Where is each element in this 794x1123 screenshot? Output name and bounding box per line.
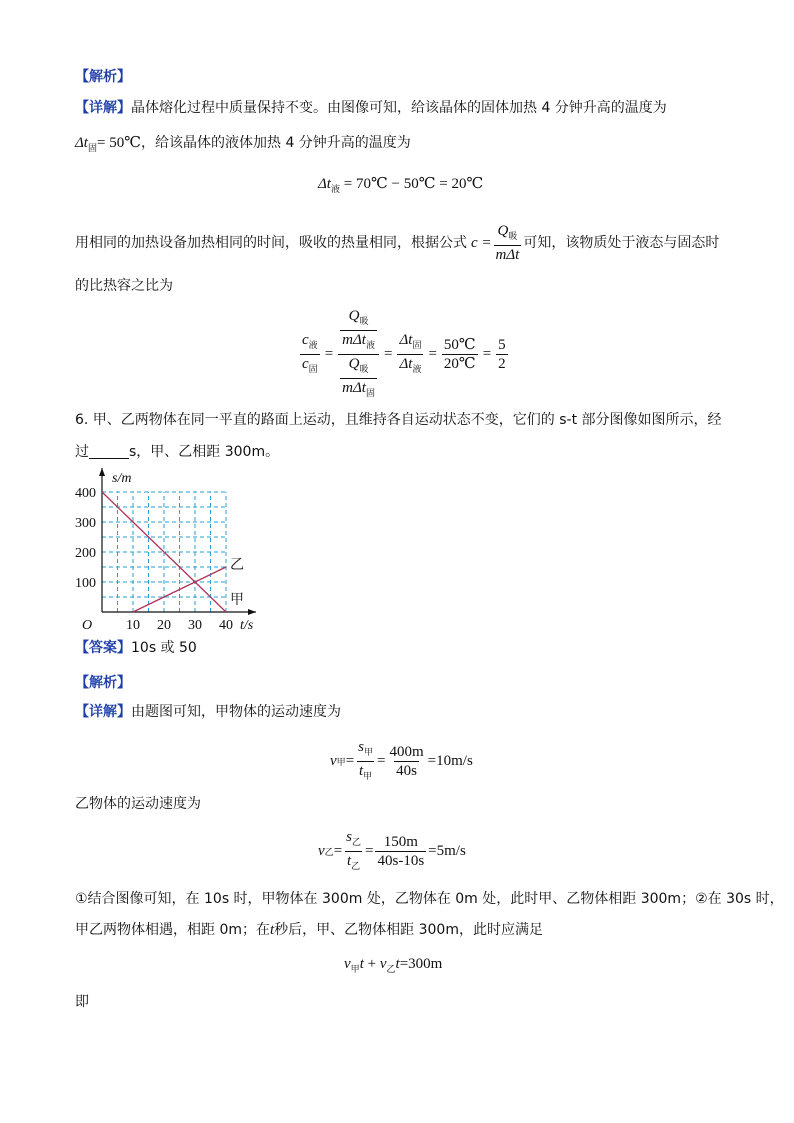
- detail2-line-2: 乙物体的运动速度为: [75, 796, 201, 812]
- answer-text: 10s 或 50: [131, 640, 197, 656]
- s-jia: s: [358, 739, 364, 755]
- v-yi-value-fraction: [375, 833, 426, 870]
- ratio-c-fraction: [300, 331, 320, 378]
- s-yi-sub: 乙: [352, 837, 362, 847]
- detail-text-1: 晶体熔化过程中质量保持不变。由图像可知，给该晶体的固体加热 4 分钟升高的温度为: [131, 100, 667, 116]
- detail-tag: 【详解】: [75, 100, 131, 116]
- detail2-text-1: 由题图可知，甲物体的运动速度为: [131, 704, 341, 720]
- dt-den-sub: 液: [412, 364, 422, 374]
- ratio-eq-3: =: [428, 346, 437, 362]
- dt-num: Δt: [399, 332, 413, 348]
- x-tick-label: 20: [157, 618, 171, 633]
- equation-distance: [344, 956, 442, 975]
- answer-blank: [89, 444, 129, 459]
- ratio-eq-4: =: [482, 346, 492, 362]
- y-tick-label: 200: [75, 546, 96, 561]
- detail2-text-4c: 秒后，甲、乙物体相距 300m，此时应满足: [274, 922, 543, 938]
- y-axis-arrow: [99, 468, 105, 476]
- ratio-eq-1: =: [324, 346, 334, 362]
- answer-tag: 【答案】: [75, 640, 131, 656]
- detail-line-3: [75, 222, 719, 264]
- q6-text-a: 过: [75, 444, 89, 460]
- x-axis-label: t/s: [240, 618, 254, 633]
- ratio-den: 2: [498, 356, 506, 372]
- v-jia-symbolic-fraction: [356, 738, 375, 785]
- series-label-yi: 乙: [230, 558, 244, 573]
- delta-t-val: = 50℃: [97, 135, 141, 151]
- v-yi: v: [318, 843, 325, 859]
- s-t-chart: [60, 462, 280, 638]
- c-liquid: c: [302, 332, 309, 348]
- formula-num-sub: 吸: [508, 231, 518, 241]
- eq3-v2-sub: 乙: [386, 964, 396, 974]
- ratio-dt-fraction: [397, 331, 423, 378]
- delta-t-sub: 固: [87, 143, 97, 153]
- detail2-line-1: [75, 702, 341, 722]
- c-solid: c: [302, 356, 309, 372]
- v-yi-eq-1: =: [333, 843, 343, 859]
- eq3-plus: +: [363, 956, 380, 972]
- t-yi-sub: 乙: [351, 861, 361, 871]
- x-axis-arrow: [248, 609, 256, 615]
- v-jia-val-den: 40s: [396, 763, 417, 779]
- equation-liquid-rise: [318, 174, 483, 195]
- detail-line-4: 的比热容之比为: [75, 278, 173, 294]
- detail2-line-3: ①结合图像可知，在 10s 时，甲物体在 300m 处，乙物体在 0m 处，此时甲、乙物体相距 300m；②在 30s 时，: [75, 891, 784, 907]
- detail2-t: t: [270, 922, 275, 938]
- t-yi: t: [346, 853, 352, 869]
- q6-text-b: s，甲、乙相距 300m。: [129, 444, 280, 460]
- s-jia-sub: 甲: [364, 747, 374, 757]
- detail-text-3a: 用相同的加热设备加热相同的时间，吸收的热量相同，根据公式: [75, 235, 467, 251]
- q-top: Q: [348, 308, 360, 324]
- ratio-num: 5: [498, 337, 506, 353]
- eq1-rhs: = 70℃ − 50℃ = 20℃: [343, 176, 484, 192]
- delta-t-var: Δt: [75, 135, 88, 151]
- v-jia-eq-2: =: [377, 753, 386, 769]
- v-jia-value-fraction: [387, 743, 425, 780]
- v-yi-result: =5m/s: [428, 843, 466, 859]
- v-yi-symbolic-fraction: [344, 828, 363, 875]
- eq3-v2: v: [379, 956, 387, 972]
- v-jia-result: =10m/s: [427, 753, 473, 769]
- eq1-lhs-sub: 液: [330, 184, 340, 194]
- y-tick-label: 300: [75, 516, 96, 531]
- formula-c: c =: [471, 235, 492, 251]
- series-label-jia: 甲: [230, 593, 244, 608]
- ratio-final-fraction: [496, 336, 508, 373]
- detail-text-2: ，给该晶体的液体加热 4 分钟升高的温度为: [141, 135, 411, 151]
- y-tick-label: 100: [75, 576, 96, 591]
- x-tick-label: 30: [188, 618, 202, 633]
- v-jia-val-num: 400m: [389, 744, 424, 760]
- q-top-sub: 吸: [359, 316, 369, 326]
- v-yi-val-den: 40s-10s: [377, 853, 425, 869]
- y-tick-label: 400: [75, 486, 96, 501]
- c-liquid-sub: 液: [308, 340, 318, 350]
- detail-line-1: [75, 98, 667, 118]
- x-tick-label: 40: [219, 618, 233, 633]
- mdt-bottom: mΔt: [342, 380, 366, 396]
- x-tick-label: 10: [126, 618, 140, 633]
- c-solid-sub: 固: [308, 364, 318, 374]
- eq3-t1: t: [359, 956, 364, 972]
- ratio-equation: [298, 307, 510, 402]
- detail-text-3b: 可知，该物质处于液态与固态时: [523, 235, 720, 251]
- t-jia: t: [358, 763, 364, 779]
- mdt-bottom-sub: 固: [365, 388, 375, 398]
- q-bottom-sub: 吸: [359, 364, 369, 374]
- question-6-line-2: [75, 442, 279, 462]
- detail2-line-5: 即: [75, 994, 89, 1010]
- detail2-text-4a: 甲乙两物体相遇，相距 0m；在: [75, 922, 270, 938]
- eq1-lhs: Δt: [318, 176, 331, 192]
- detail2-line-4: [75, 920, 543, 940]
- analysis-tag-2: 【解析】: [75, 675, 131, 691]
- dt-num-sub: 固: [412, 340, 422, 350]
- eq3-rest: =300m: [399, 956, 443, 972]
- v-jia-eq-1: =: [345, 753, 355, 769]
- v-jia: v: [330, 753, 337, 769]
- answer-line: [75, 638, 197, 658]
- detail-line-2: [75, 133, 411, 158]
- ratio-eq-2: =: [383, 346, 393, 362]
- detail-tag-2: 【详解】: [75, 704, 131, 720]
- v-yi-sub: 乙: [324, 847, 334, 857]
- mdt-top-sub: 液: [365, 340, 375, 350]
- v-jia-sub: 甲: [336, 757, 346, 767]
- v-yi-val-num: 150m: [383, 834, 418, 850]
- analysis-tag: 【解析】: [75, 69, 131, 85]
- t-jia-sub: 甲: [363, 771, 373, 781]
- s-yi: s: [346, 829, 352, 845]
- formula-den: mΔt: [495, 247, 520, 263]
- question-6-line-1: 6. 甲、乙两物体在同一平直的路面上运动，且维持各自运动状态不变，它们的 s-t 部分图像如图所示，经: [75, 412, 722, 428]
- q-bottom: Q: [348, 356, 360, 372]
- eq3-v1-sub: 甲: [350, 964, 360, 974]
- origin-label: O: [82, 618, 93, 633]
- dt-den: Δt: [399, 356, 413, 372]
- eq3-v1: v: [344, 956, 351, 972]
- temp-den: 20℃: [443, 356, 476, 372]
- ratio-temp-fraction: [442, 336, 478, 373]
- formula-num: Q: [497, 223, 509, 239]
- eq3-t2: t: [395, 956, 400, 972]
- equation-v-jia: [330, 738, 473, 785]
- ratio-compound-fraction: [338, 307, 379, 402]
- temp-num: 50℃: [443, 337, 476, 353]
- mdt-top: mΔt: [342, 332, 366, 348]
- y-axis-label: s/m: [112, 471, 132, 486]
- equation-v-yi: [318, 828, 466, 875]
- v-yi-eq-2: =: [365, 843, 374, 859]
- formula-fraction: [494, 222, 522, 264]
